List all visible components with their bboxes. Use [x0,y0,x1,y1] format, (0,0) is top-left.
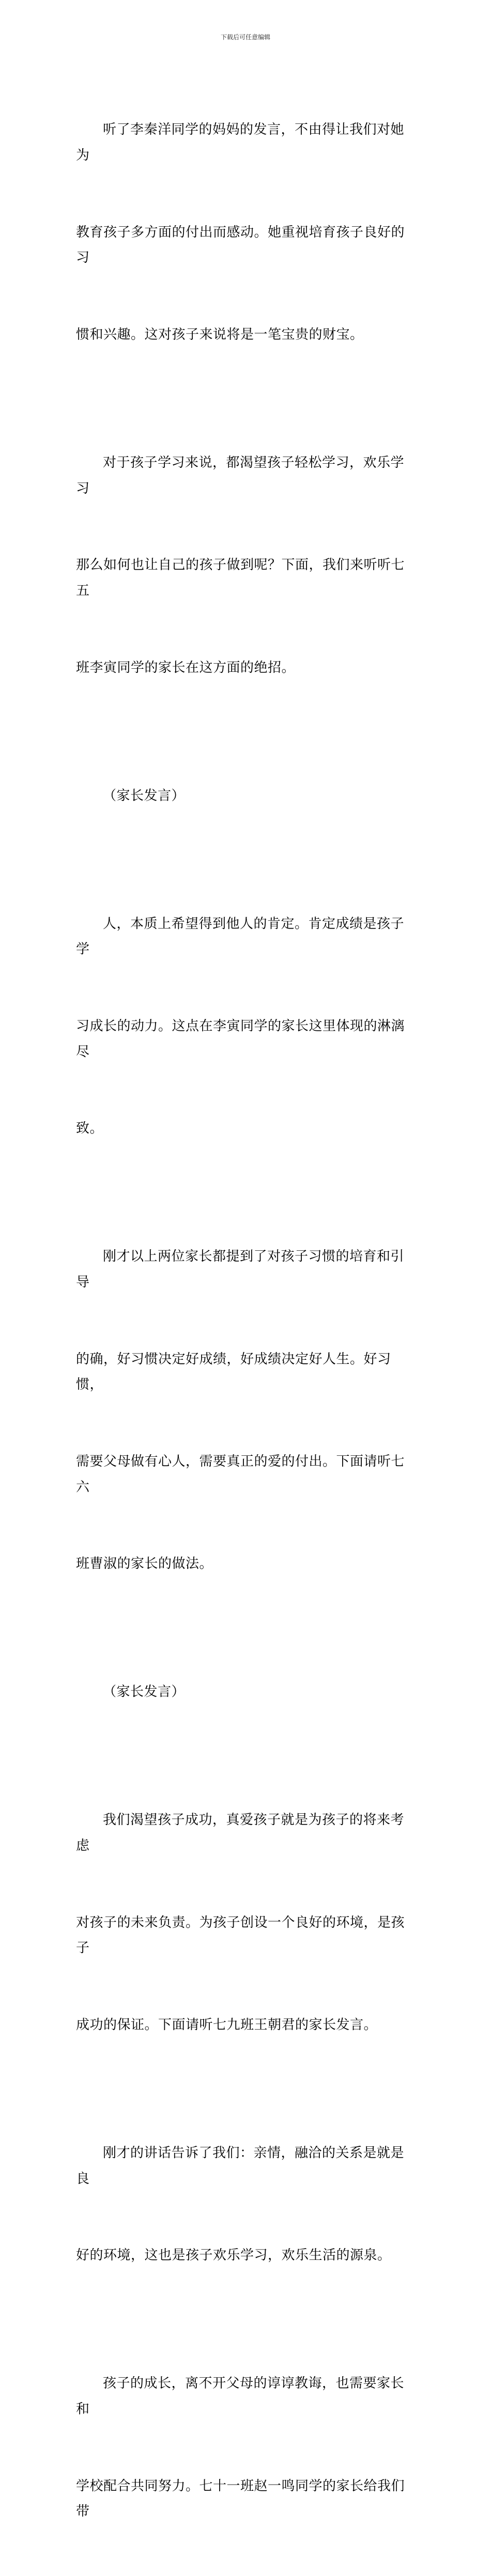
paragraph-4 [76,860,417,1193]
text-line: 班李寅同学的家长在这方面的绝招。 [76,659,296,676]
text-line: （家长发言） [103,1684,186,1700]
text-line: 听了李秦洋同学的妈妈的发言，不由得让我们对她为 [76,122,405,163]
paragraph-5 [76,1193,417,1628]
text-line: 需要父母做有心人，需要真正的爱的付出。下面请听七六 [76,1454,405,1495]
text-line: 教育孩子多方面的付出而感动。她重视培育孩子良好的习 [76,224,405,266]
paragraph-9 [76,2320,417,2576]
paragraph-2 [76,399,417,732]
text-line: 刚才的讲话告诉了我们：亲情，融洽的关系是就是良 [76,2145,405,2187]
text-line: 对孩子的未来负责。为孩子创设一个良好的环境，是孩子 [76,1914,405,1956]
paragraph-parent-speech-2 [76,1628,417,1756]
text-line: 的确，好习惯决定好成绩，好成绩决定好人生。好习惯， [76,1351,391,1393]
text-line: （家长发言） [103,788,186,804]
text-line: 学校配合共同努力。七十一班赵一鸣同学的家长给我们带 [76,2478,405,2520]
text-line: 班曹淑的家长的做法。 [76,1556,213,1572]
paragraph-7 [76,1756,417,2090]
text-line: 成功的保证。下面请听七九班王朝君的家长发言。 [76,2017,378,2033]
text-line: 习成长的动力。这点在李寅同学的家长这里体现的淋漓尽 [76,1018,405,1060]
text-line: 刚才以上两位家长都提到了对孩子习惯的培育和引导 [76,1249,405,1290]
paragraph-1 [76,66,417,399]
text-line: 孩子的成长，离不开父母的谆谆教诲，也需要家长和 [76,2376,405,2417]
text-line: 人，本质上希望得到他人的肯定。肯定成绩是孩子学 [76,916,405,957]
text-line: 惯和兴趣。这对孩子来说将是一笔宝贵的财宝。 [76,326,364,342]
page-header-note: 下载后可任意编辑 [220,34,270,41]
text-line: 那么如何也让自己的孩子做到呢？下面，我们来听听七五 [76,557,405,599]
paragraph-parent-speech-1 [76,732,417,860]
text-line: 好的环境，这也是孩子欢乐学习，欢乐生活的源泉。 [76,2248,391,2264]
document-body [76,66,417,2576]
text-line: 对于孩子学习来说，都渴望孩子轻松学习，欢乐学习 [76,454,405,496]
text-line: 致。 [76,1121,104,1137]
paragraph-8 [76,2090,417,2320]
text-line: 我们渴望孩子成功，真爱孩子就是为孩子的将来考虑 [76,1812,405,1854]
